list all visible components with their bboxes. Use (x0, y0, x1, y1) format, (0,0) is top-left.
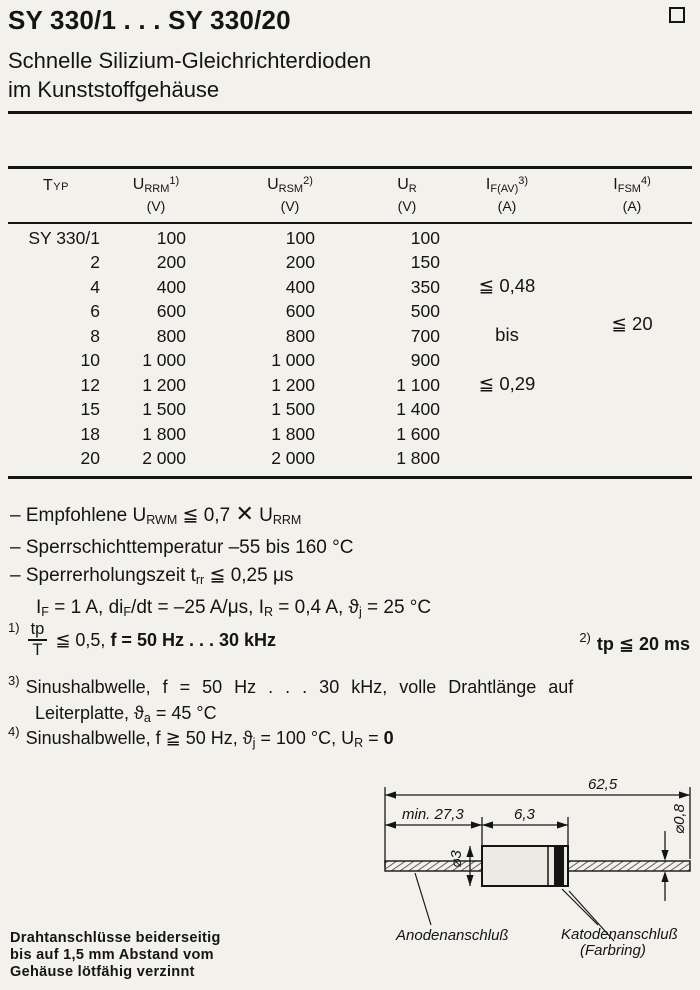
cell-ursm: 1 800 (271, 423, 315, 444)
footnote-2-text: tp ≦ 20 ms (596, 634, 690, 654)
cell-typ: 18 (80, 423, 100, 444)
page-subtitle (8, 46, 371, 104)
cell-typ: 12 (80, 374, 100, 395)
solder-note-line-2: bis auf 1,5 mm Abstand vom (10, 947, 214, 963)
table-rule-bottom (8, 476, 692, 479)
cell-urrm: 2 000 (142, 448, 186, 469)
solder-note-line-1: Drahtanschlüsse beiderseitig (10, 930, 221, 946)
dim-wire-diameter-label: ⌀0,8 (671, 804, 688, 834)
footnote-3-line1 (8, 668, 692, 700)
subtitle-line-2: im Kunststoffgehäuse (8, 77, 220, 102)
fraction-denominator: T (32, 641, 43, 659)
table-header-row (8, 175, 692, 214)
notes-section (10, 502, 431, 626)
footnote-4-marker: 4) (8, 724, 20, 739)
subtitle-line-1: Schnelle Silizium-Gleichrichterdioden (8, 48, 372, 73)
cell-urrm: 800 (156, 325, 186, 346)
cell-ursm: 100 (285, 227, 315, 248)
corner-square-icon (669, 7, 685, 23)
anode-lead (385, 861, 482, 871)
note-junction-temperature: – Sperrschichttemperatur –55 bis 160 °C (10, 537, 354, 558)
cell-ursm: 400 (285, 276, 315, 297)
table-rule-header (8, 222, 692, 224)
cell-typ: 4 (90, 276, 100, 297)
col-header-ur: $U_R$ (V) (397, 176, 417, 214)
fraction-numerator: tp (28, 620, 48, 641)
cell-ursm: 600 (285, 301, 315, 322)
solder-note (10, 930, 221, 981)
col-header-ifav: $I_{F(AV)}^{3)}$ (A) (485, 175, 529, 214)
cell-urrm: 1 000 (142, 350, 186, 371)
table-row (8, 251, 692, 276)
table-row (8, 373, 692, 398)
table-row (8, 349, 692, 374)
cell-urrm: 100 (156, 227, 186, 248)
note-test-conditions: $I_F = 1$ A, $di_F/dt = -25$ A/μs, $I_R = 0,4$ A, $ϑ_j = 25$ °C (36, 597, 432, 619)
cell-ursm: 2 000 (271, 448, 315, 469)
cell-typ: 6 (90, 301, 100, 322)
cell-ur: 500 (410, 301, 440, 322)
footnote-4-text: Sinushalbwelle, f ≧ 50 Hz, $ϑ_j = 100$ °C, $U_R = 0$ (25, 728, 394, 750)
cell-ursm: 1 500 (271, 399, 315, 420)
col-header-typ (8, 175, 104, 214)
col-header-typ-label: Typ (43, 177, 69, 194)
duty-cycle-fraction (28, 620, 48, 660)
cell-ur: 1 800 (396, 448, 440, 469)
cell-ur: 1 400 (396, 399, 440, 420)
cell-typ: 2 (90, 252, 100, 273)
ifsm-value: ≦ 20 (611, 313, 653, 334)
package-outline-drawing (318, 763, 698, 975)
footnote-3-marker: 3) (8, 673, 20, 688)
header-rule (8, 111, 692, 114)
table-row (8, 447, 692, 472)
footnote-1-text: ≦ 0,5, f = 50 Hz . . . 30 kHz (55, 629, 277, 650)
cell-ur: 350 (410, 276, 440, 297)
cathode-lead (568, 861, 690, 871)
footnote-1 (8, 618, 692, 662)
farbring-label: (Farbring) (580, 942, 646, 959)
cell-urrm: 1 800 (142, 423, 186, 444)
footnote-2 (579, 630, 690, 655)
cell-ursm: 1 000 (271, 350, 315, 371)
dim-lead-label: min. 27,3 (402, 806, 464, 823)
footnote-3-line2: Leiterplatte, $ϑ_a = 45$ °C (35, 703, 217, 725)
cell-ursm: 1 200 (271, 374, 315, 395)
dim-body-diameter-label: ⌀3 (448, 850, 465, 868)
dim-body-label: 6,3 (514, 806, 535, 823)
table-body (8, 226, 692, 471)
cell-typ: 8 (90, 325, 100, 346)
ifav-value-upper: ≦ 0,48 (478, 275, 536, 296)
cell-ur: 1 100 (396, 374, 440, 395)
table-row (8, 422, 692, 447)
cell-ur: 700 (410, 325, 440, 346)
cell-ur: 150 (410, 252, 440, 273)
table-rule-top (8, 166, 692, 169)
cell-typ: SY 330/1 (28, 227, 100, 248)
cell-typ: 20 (80, 448, 100, 469)
col-header-ursm: $U_{RSM}^{2)}$ (V) (267, 175, 313, 214)
cathode-band (554, 846, 564, 886)
cell-urrm: 200 (156, 252, 186, 273)
footnote-3-text1: Sinushalbwelle, f = 50 Hz . . . 30 kHz, volle Drahtlänge auf (25, 677, 574, 697)
cell-ur: 1 600 (396, 423, 440, 444)
footnote-1-marker: 1) (8, 620, 20, 635)
cell-ur: 900 (410, 350, 440, 371)
note-reverse-recovery-time: – Sperrerholungszeit $t_{rr}$ ≦ 0,25 μs (10, 565, 294, 587)
anode-label: Anodenanschluß (396, 927, 509, 944)
solder-note-line-3: Gehäuse lötfähig verzinnt (10, 964, 195, 980)
cell-typ: 15 (80, 399, 100, 420)
ratings-table (8, 166, 692, 482)
cell-urrm: 600 (156, 301, 186, 322)
cell-urrm: 1 200 (142, 374, 186, 395)
cell-urrm: 1 500 (142, 399, 186, 420)
table-row (8, 398, 692, 423)
col-header-ifsm: $I_{FSM}^{4)}$ (A) (613, 175, 651, 214)
ifav-bis-label: bis (495, 324, 519, 345)
table-row (8, 275, 692, 300)
cell-ursm: 800 (285, 325, 315, 346)
cell-ur: 100 (410, 227, 440, 248)
footnote-4 (8, 724, 692, 750)
cell-ursm: 200 (285, 252, 315, 273)
note-recommended-urwm: – Empfohlene $U_{RWM}$ ≦ 0,7 ✕ $U_{RRM}$ (10, 501, 302, 527)
cell-urrm: 400 (156, 276, 186, 297)
footnote-2-marker: 2) (579, 630, 591, 645)
cell-typ: 10 (80, 350, 100, 371)
table-row (8, 226, 692, 251)
cathode-label: Katodenanschluß (561, 926, 678, 943)
ifav-value-lower: ≦ 0,29 (478, 373, 536, 394)
col-header-urrm: $U_{RRM}^{1)}$ (V) (132, 175, 180, 214)
footnote-3 (8, 668, 692, 731)
page-title: SY 330/1 . . . SY 330/20 (8, 5, 291, 35)
dim-total-label: 62,5 (588, 776, 618, 793)
